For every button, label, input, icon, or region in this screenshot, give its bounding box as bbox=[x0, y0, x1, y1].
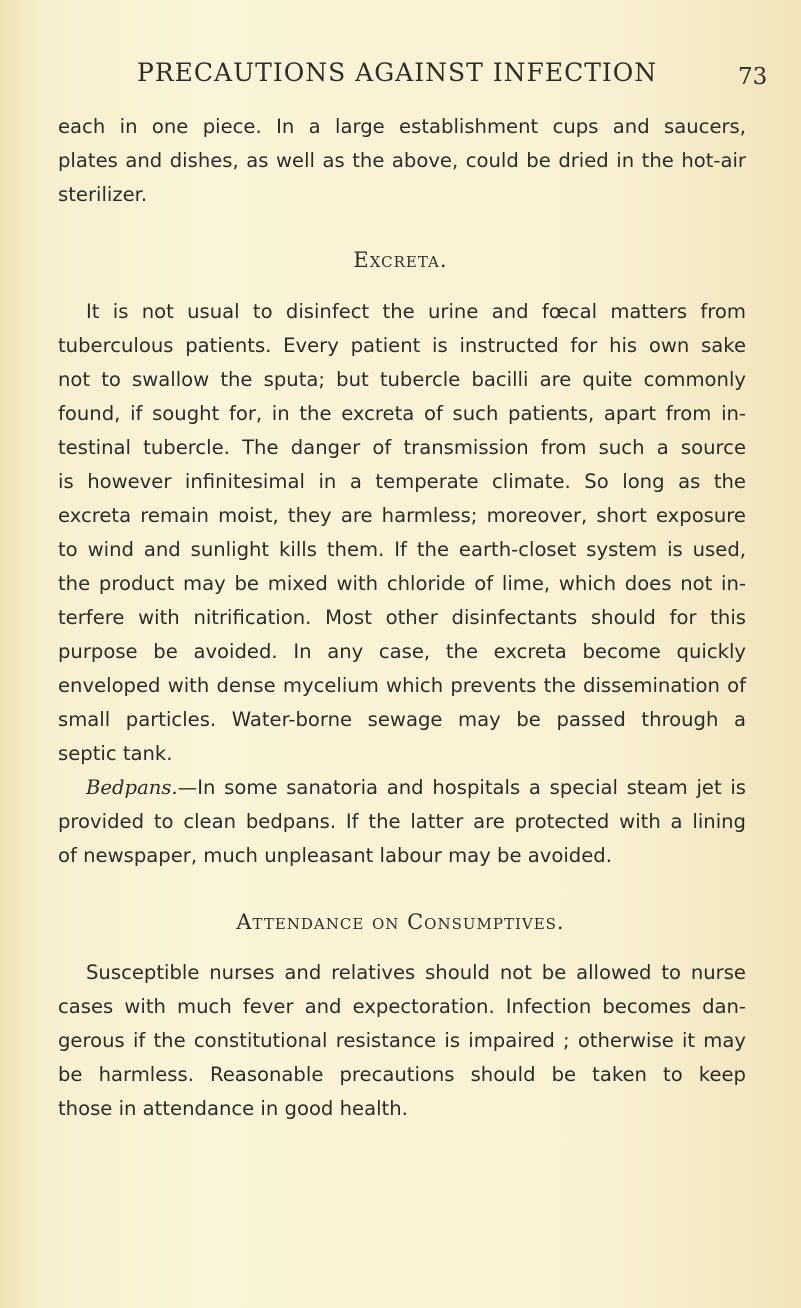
excreta-line: small particles. Water-borne sewage may be passed through a bbox=[58, 708, 746, 731]
page-number: 73 bbox=[738, 64, 768, 90]
bedpans-line: of newspaper, much unpleasant labour may be avoided. bbox=[58, 844, 612, 867]
bedpans-run-in: Bedpans. bbox=[86, 776, 178, 799]
intro-line: plates and dishes, as well as the above, could be dried in the hot-air bbox=[58, 149, 746, 172]
section-heading-attendance: Attendance on Consumptives. bbox=[236, 910, 565, 934]
bedpans-first-line-rest: —In some sanatoria and hospitals a special steam jet is bbox=[177, 776, 746, 799]
excreta-line: excreta remain moist, they are harmless; moreover, short exposure bbox=[58, 504, 746, 527]
excreta-line: enveloped with dense mycelium which prevents the dissemination of bbox=[58, 674, 746, 697]
section-heading-excreta: Excreta. bbox=[353, 248, 448, 272]
attendance-line: Susceptible nurses and relatives should not be allowed to nurse bbox=[86, 961, 746, 984]
excreta-line: purpose be avoided. In any case, the excreta become quickly bbox=[58, 640, 746, 663]
excreta-line: terfere with nitrification. Most other disinfectants should for this bbox=[58, 606, 746, 629]
excreta-line: tuberculous patients. Every patient is instructed for his own sake bbox=[58, 334, 746, 357]
excreta-line: It is not usual to disinfect the urine and fœcal matters from bbox=[86, 300, 746, 323]
running-head bbox=[0, 58, 801, 98]
excreta-line: testinal tubercle. The danger of transmission from such a source bbox=[58, 436, 746, 459]
excreta-line: the product may be mixed with chloride of lime, which does not in- bbox=[58, 572, 746, 595]
excreta-line: not to swallow the sputa; but tubercle bacilli are quite commonly bbox=[58, 368, 746, 391]
excreta-line: is however infinitesimal in a temperate climate. So long as the bbox=[58, 470, 746, 493]
bedpans-first-line bbox=[86, 771, 746, 805]
excreta-line: found, if sought for, in the excreta of such patients, apart from in- bbox=[58, 402, 746, 425]
excreta-line: to wind and sunlight kills them. If the earth-closet system is used, bbox=[58, 538, 746, 561]
running-title: PRECAUTIONS AGAINST INFECTION bbox=[137, 58, 658, 87]
bedpans-line: provided to clean bedpans. If the latter are protected with a lining bbox=[58, 810, 746, 833]
excreta-line: septic tank. bbox=[58, 742, 173, 765]
attendance-line: gerous if the constitutional resistance is impaired ; otherwise it may bbox=[58, 1029, 746, 1052]
attendance-line: those in attendance in good health. bbox=[58, 1097, 408, 1120]
attendance-line: cases with much fever and expectoration. Infection becomes dan- bbox=[58, 995, 746, 1018]
attendance-line: be harmless. Reasonable precautions should be taken to keep bbox=[58, 1063, 746, 1086]
intro-line: sterilizer. bbox=[58, 183, 148, 206]
intro-line: each in one piece. In a large establishment cups and saucers, bbox=[58, 115, 746, 138]
